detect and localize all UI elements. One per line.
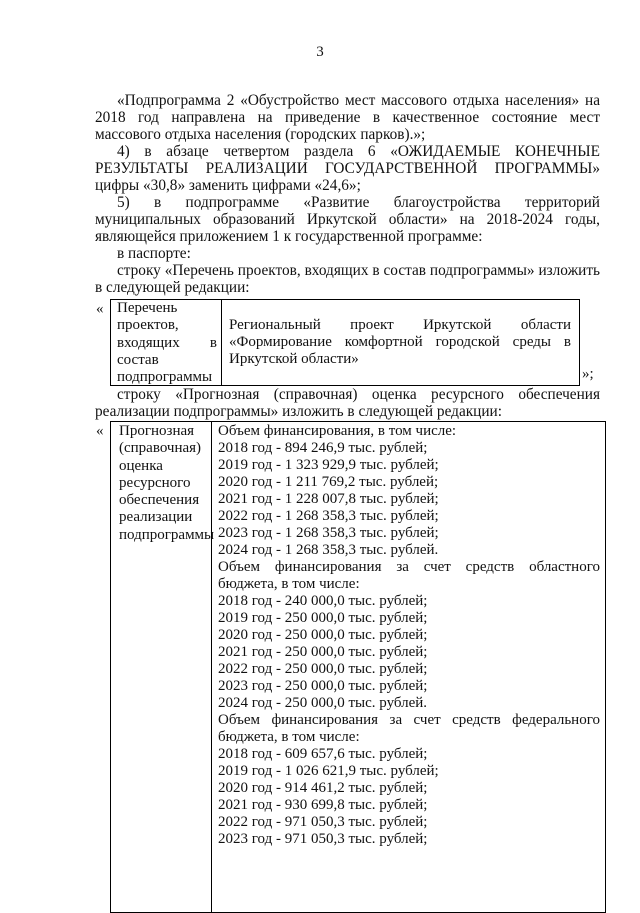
text-line: 2024 год - 250 000,0 тыс. рублей. [218, 695, 428, 711]
text-line: Перечень [117, 300, 178, 316]
text-line: входящих в [117, 334, 217, 351]
text-line: Объем финансирования, в том числе: [218, 423, 457, 439]
text-line: 2018 год - 894 246,9 тыс. рублей; [218, 440, 428, 456]
opening-quote-2: « [96, 423, 104, 439]
item-4-paragraph: 4) в абзаце четвертом раздела 6 «ОЖИДАЕМЫЕ КОНЕЧНЫЕ РЕЗУЛЬТАТЫ РЕАЛИЗАЦИИ ГОСУДАРСТВЕННОЙ ПРОГРАММЫ» цифры «30,8» заменить цифрами «24,6»; [95, 143, 600, 194]
text-line: 2022 год - 971 050,3 тыс. рублей; [218, 814, 428, 830]
text-line: (справочная) [119, 440, 202, 457]
text-line: обеспечения [119, 492, 200, 509]
projects-value: Региональный проект Иркутской области «Формирование комфортной городской среды в Иркутской области» [229, 317, 571, 367]
text-line: оценка [119, 457, 163, 474]
text-line: подпрограммы [117, 369, 213, 386]
text-line: 2023 год - 971 050,3 тыс. рублей; [218, 831, 428, 847]
text-line: подпрограммы [119, 526, 215, 543]
text-line: 2022 год - 1 268 358,3 тыс. рублей; [218, 508, 439, 524]
text-line: 2020 год - 1 211 769,2 тыс. рублей; [218, 474, 439, 490]
text-line: 2021 год - 1 228 007,8 тыс. рублей; [218, 491, 439, 507]
text-line: 2022 год - 250 000,0 тыс. рублей; [218, 661, 428, 677]
text-line: 2023 год - 1 268 358,3 тыс. рублей; [218, 525, 439, 541]
body-text [95, 92, 600, 296]
row1-intro-paragraph: строку «Перечень проектов, входящих в состав подпрограммы» изложить в следующей редакции: [95, 262, 600, 296]
text-line: 2018 год - 240 000,0 тыс. рублей; [218, 593, 428, 609]
text-line: Прогнозная [119, 423, 195, 439]
row2-intro-block [95, 386, 600, 420]
text-line: реализации [119, 509, 193, 526]
text-line: 2021 год - 930 699,8 тыс. рублей; [218, 797, 428, 813]
text-line: 2023 год - 250 000,0 тыс. рублей; [218, 678, 428, 694]
text-line: состав [117, 351, 159, 368]
text-line: Объем финансирования за счет средств областного [218, 559, 600, 575]
resources-label-cell [111, 422, 215, 912]
text-line: 2020 год - 914 461,2 тыс. рублей; [218, 780, 428, 796]
text-line: 2020 год - 250 000,0 тыс. рублей; [218, 627, 428, 643]
opening-quote: « [96, 301, 104, 317]
text-line: ресурсного [119, 474, 191, 491]
page-number: 3 [316, 44, 324, 60]
projects-label-cell [111, 300, 222, 385]
text-line: 2021 год - 250 000,0 тыс. рублей; [218, 644, 428, 660]
text-line: проектов, [117, 317, 179, 334]
text-line: Объем финансирования за счет средств федерального [218, 712, 600, 728]
text-line: бюджета, в том числе: [218, 729, 360, 745]
resources-label [119, 423, 215, 544]
text-line: 2024 год - 1 268 358,3 тыс. рублей. [218, 542, 439, 558]
row2-intro-paragraph: строку «Прогнозная (справочная) оценка ресурсного обеспечения реализации подпрограммы» изложить в следующей редакции: [95, 386, 600, 420]
resources-value [218, 423, 600, 848]
text-line: бюджета, в том числе: [218, 576, 360, 592]
projects-table [110, 299, 580, 386]
projects-label [117, 300, 217, 386]
intro-paragraph: «Подпрограмма 2 «Обустройство мест массового отдыха населения» на 2018 год направлена на приведение в качественное состояние мест массового отдыха населения (городских парков).»; [95, 92, 600, 143]
text-line: 2019 год - 250 000,0 тыс. рублей; [218, 610, 428, 626]
item-5-paragraph: 5) в подпрограмме «Развитие благоустройства территорий муниципальных образований Иркутской области» на 2018-2024 годы, являющейся приложением 1 к государственной программе: [95, 194, 600, 245]
text-line: 2018 год - 609 657,6 тыс. рублей; [218, 746, 428, 762]
text-line: 2019 год - 1 026 621,9 тыс. рублей; [218, 763, 439, 779]
resources-table [110, 421, 606, 913]
passport-line: в паспорте: [117, 245, 191, 262]
closing-quote: »; [582, 366, 594, 382]
text-line: 2019 год - 1 323 929,9 тыс. рублей; [218, 457, 439, 473]
